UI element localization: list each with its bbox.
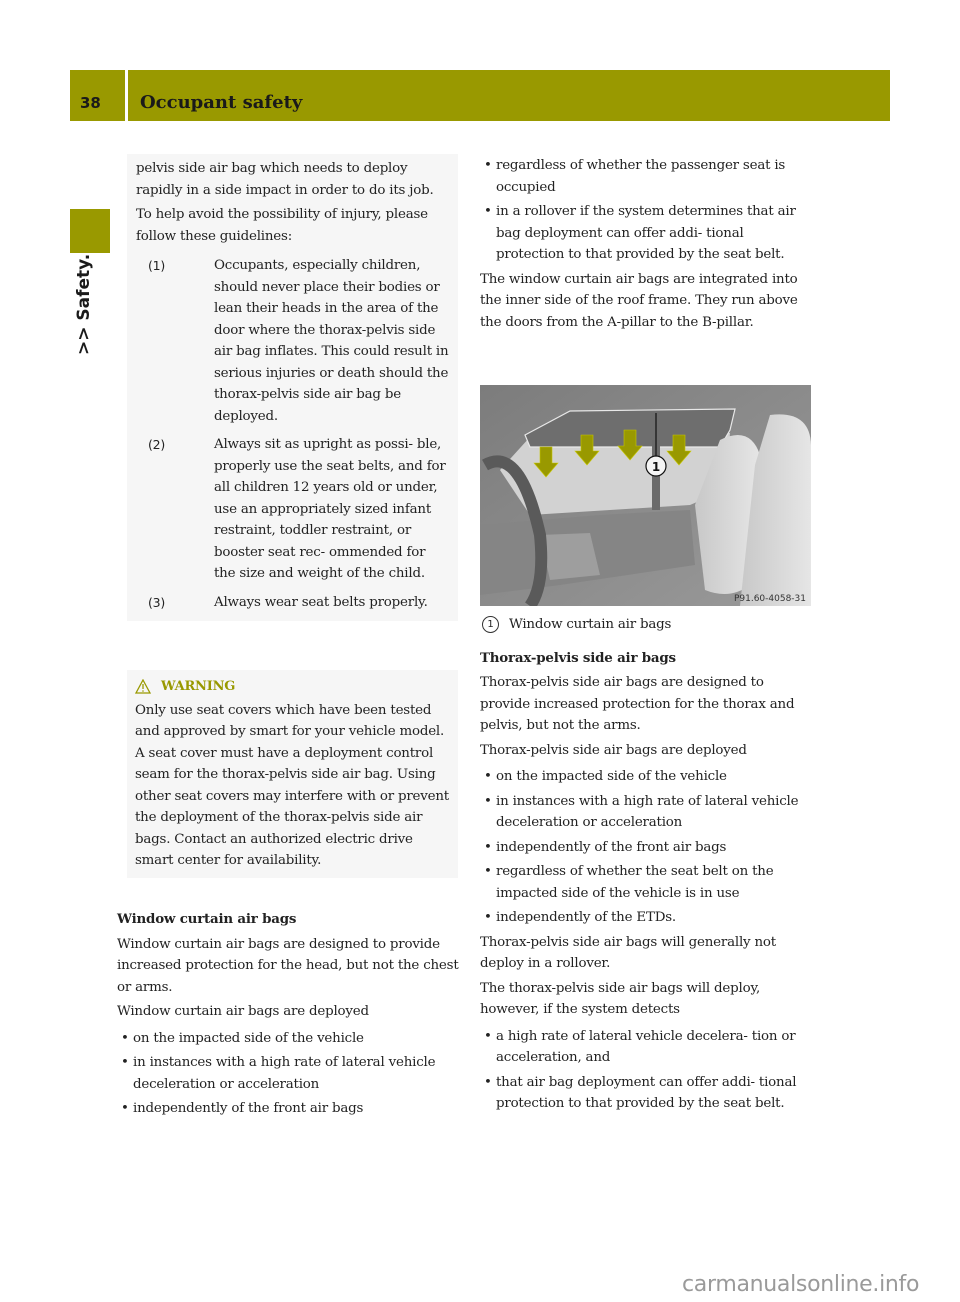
page-number: 38 xyxy=(80,94,101,112)
list-item: • that air bag deployment can offer addi- tional protection to that provided by the seat belt. xyxy=(480,1072,815,1115)
header-bar xyxy=(128,70,890,121)
page-number-block xyxy=(70,70,125,121)
section-heading: Thorax-pelvis side air bags xyxy=(480,649,676,666)
guideline-number: (1) xyxy=(148,258,166,273)
thorax-deploy-list xyxy=(480,766,815,929)
list-item: • independently of the ETDs. xyxy=(480,907,815,929)
list-item: • on the impacted side of the vehicle xyxy=(480,766,815,788)
car-interior-illustration xyxy=(480,385,811,606)
intro-para-1: pelvis side air bag which needs to deploy rapidly in a side impact in order to do its job. xyxy=(136,161,434,198)
warning-triangle-icon xyxy=(135,679,151,694)
guideline-text: Always sit as upright as possi- ble, properly use the seat belts, and for all children 12 years old or under, use an appropriately sized infant restraint, toddler restraint, or booster seat rec- ommended for the size and weight of the child. xyxy=(214,437,446,581)
callout-number: 1 xyxy=(651,460,661,474)
window-deploy-list-continued xyxy=(480,155,815,266)
list-item: • regardless of whether the seat belt on the impacted side of the vehicle is in use xyxy=(480,861,815,904)
window-curtain-section xyxy=(117,909,462,1123)
right-column-bottom xyxy=(480,614,815,1118)
intro-para-2: To help avoid the possibility of injury, please follow these guidelines: xyxy=(136,207,428,244)
window-para-2: Window curtain air bags are deployed xyxy=(117,1004,369,1019)
list-item: • independently of the front air bags xyxy=(480,837,815,859)
warning-text: Only use seat covers which have been tested and approved by smart for your vehicle model. A seat cover must have a deployment control seam for the thorax-pelvis side air bag. Using other seat covers may interfere with or prevent the deployment of the thorax-pelvis side air bags. Contact an authorized electric drive smart center for availability. xyxy=(135,702,449,868)
window-curtain-airbag-figure xyxy=(480,385,811,606)
list-item: • regardless of whether the passenger seat is occupied xyxy=(480,155,815,198)
guideline-number: (3) xyxy=(148,594,166,610)
window-para-1: Window curtain air bags are designed to provide increased protection for the head, but not the chest or arms. xyxy=(117,936,459,995)
list-item: • in a rollover if the system determines that air bag deployment can offer addi- tional protection to that provided by the seat belt. xyxy=(480,201,815,266)
thorax-para-3: Thorax-pelvis side air bags will generally not deploy in a rollover. xyxy=(480,934,776,971)
guideline-text: Occupants, especially children, should never place their bodies or lean their heads in the area of the door where the thorax-pelvis side air bag inflates. This could result in serious injuries or death should the thorax-pelvis side air bag be deployed. xyxy=(214,258,449,424)
thorax-para-4: The thorax-pelvis side air bags will deploy, however, if the system detects xyxy=(480,980,761,1017)
guideline-number: (2) xyxy=(148,437,166,452)
thorax-para-2: Thorax-pelvis side air bags are deployed xyxy=(480,742,747,758)
thorax-detect-list xyxy=(480,1026,815,1115)
guideline-item xyxy=(136,255,449,427)
list-item: • in instances with a high rate of lateral vehicle deceleration or acceleration xyxy=(117,1052,462,1095)
list-item: • a high rate of lateral vehicle decelera- tion or acceleration, and xyxy=(480,1026,815,1069)
right-column-top xyxy=(480,155,815,336)
guidelines-box xyxy=(127,154,458,621)
watermark-link[interactable]: carmanualsonline.info xyxy=(682,1272,920,1297)
list-item: • in instances with a high rate of lateral vehicle deceleration or acceleration xyxy=(480,791,815,834)
warning-title: WARNING xyxy=(161,679,236,694)
page-title: Occupant safety xyxy=(140,92,303,113)
window-deploy-list xyxy=(117,1028,462,1120)
list-item: • on the impacted side of the vehicle xyxy=(117,1028,462,1050)
list-item: • independently of the front air bags xyxy=(117,1098,462,1120)
guideline-text: Always wear seat belts properly. xyxy=(214,594,428,610)
caption-text: Window curtain air bags xyxy=(509,617,672,632)
caption-marker: 1 xyxy=(482,616,499,633)
guideline-item xyxy=(136,592,449,614)
thorax-para-1: Thorax-pelvis side air bags are designed to provide increased protection for the thorax and pelvis, but not the arms. xyxy=(480,675,795,733)
section-tab-label: >> Safety. xyxy=(74,253,94,355)
figure-caption xyxy=(480,614,815,636)
figure-code: P91.60-4058-31 xyxy=(733,594,806,604)
integrated-para: The window curtain air bags are integrated into the inner side of the roof frame. They run above the doors from the A-pillar to the B-pillar. xyxy=(480,271,798,330)
warning-header xyxy=(135,676,450,698)
guideline-item xyxy=(136,434,449,585)
warning-box xyxy=(127,670,458,878)
section-heading: Window curtain air bags xyxy=(117,911,297,927)
